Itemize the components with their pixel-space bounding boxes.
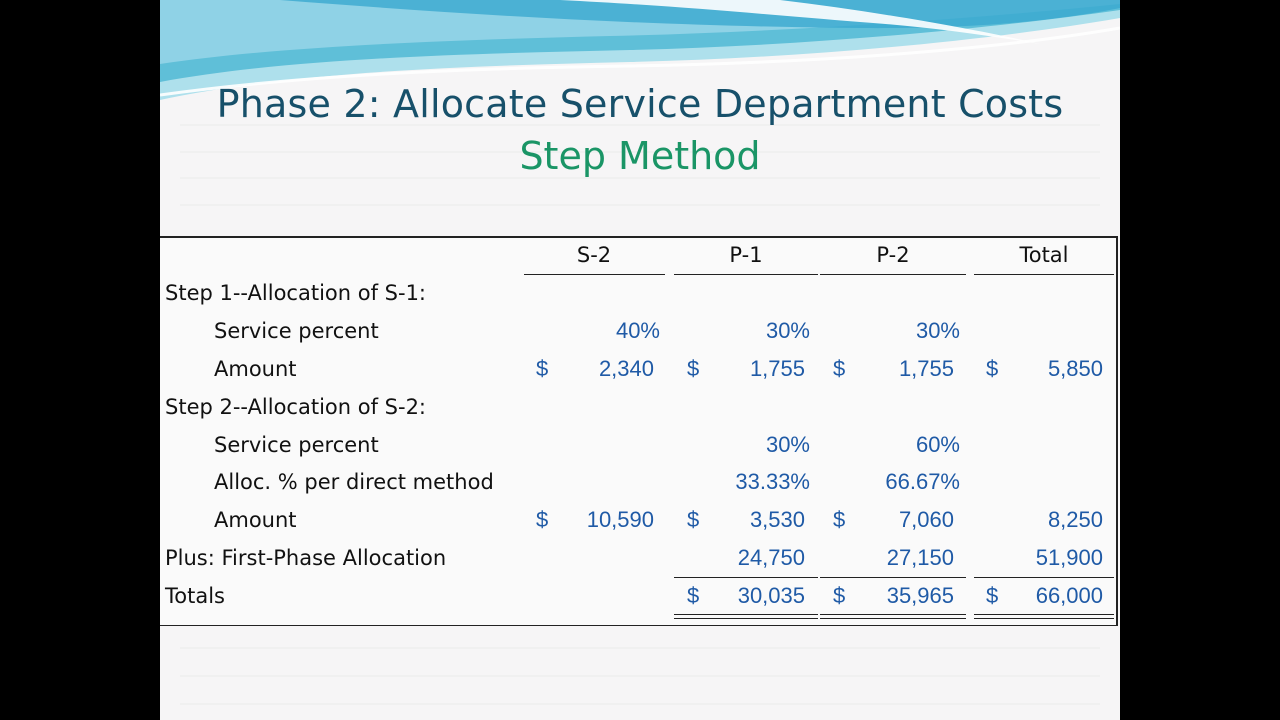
cell-value: 30% xyxy=(765,432,810,457)
dollar-sign: $ xyxy=(687,507,700,532)
row-label: Amount xyxy=(214,357,297,381)
header-underline xyxy=(820,274,966,275)
cell-value: 10,590 xyxy=(586,507,654,532)
row-label: Service percent xyxy=(214,433,379,457)
cell-value: 40% xyxy=(615,318,660,343)
totals-rule xyxy=(820,577,966,578)
cell-value: 30,035 xyxy=(737,583,805,608)
double-underline xyxy=(974,614,1114,615)
cell-value: 30% xyxy=(765,318,810,343)
dollar-sign: $ xyxy=(833,507,846,532)
double-underline xyxy=(820,618,966,619)
dollar-sign: $ xyxy=(986,356,999,381)
cell-value: 1,755 xyxy=(749,356,805,381)
cell-value: 1,755 xyxy=(898,356,954,381)
totals-rule xyxy=(674,577,818,578)
row-label: Service percent xyxy=(214,319,379,343)
cell-value: 60% xyxy=(915,432,960,457)
double-underline xyxy=(974,618,1114,619)
row-label: Alloc. % per direct method xyxy=(214,470,494,494)
row-label-totals: Totals xyxy=(165,584,225,608)
header-underline xyxy=(524,274,665,275)
cell-value: 51,900 xyxy=(1035,545,1103,570)
cell-value: 27,150 xyxy=(886,545,954,570)
dollar-sign: $ xyxy=(833,356,846,381)
header-underline xyxy=(674,274,818,275)
cell-value: 2,340 xyxy=(598,356,654,381)
row-label: Amount xyxy=(214,508,297,532)
row-label: Step 2--Allocation of S-2: xyxy=(165,395,427,419)
dollar-sign: $ xyxy=(687,356,700,381)
slide-title: Phase 2: Allocate Service Department Costs xyxy=(216,82,1064,126)
slide-subtitle: Step Method xyxy=(519,134,761,178)
column-header-p1: P-1 xyxy=(729,243,763,267)
allocation-table xyxy=(160,236,1118,626)
dollar-sign: $ xyxy=(833,583,846,608)
cell-value: 35,965 xyxy=(886,583,954,608)
dollar-sign: $ xyxy=(986,583,999,608)
dollar-sign: $ xyxy=(536,507,549,532)
cell-value: 5,850 xyxy=(1047,356,1103,381)
cell-value: 7,060 xyxy=(898,507,954,532)
cell-value: 66,000 xyxy=(1035,583,1103,608)
row-label: Plus: First-Phase Allocation xyxy=(165,546,447,570)
cell-value: 24,750 xyxy=(737,545,805,570)
header-underline xyxy=(974,274,1114,275)
double-underline xyxy=(674,614,818,615)
cell-value: 66.67% xyxy=(885,469,960,494)
slide xyxy=(160,0,1120,720)
totals-rule xyxy=(974,577,1114,578)
cell-value: 33.33% xyxy=(735,469,810,494)
double-underline xyxy=(820,614,966,615)
column-header-total: Total xyxy=(1019,243,1069,267)
cell-value: 3,530 xyxy=(749,507,805,532)
dollar-sign: $ xyxy=(687,583,700,608)
cell-value: 8,250 xyxy=(1047,507,1103,532)
cell-value: 30% xyxy=(915,318,960,343)
column-header-p2: P-2 xyxy=(876,243,910,267)
column-header-s2: S-2 xyxy=(576,243,612,267)
dollar-sign: $ xyxy=(536,356,549,381)
row-label: Step 1--Allocation of S-1: xyxy=(165,281,427,305)
double-underline xyxy=(674,618,818,619)
